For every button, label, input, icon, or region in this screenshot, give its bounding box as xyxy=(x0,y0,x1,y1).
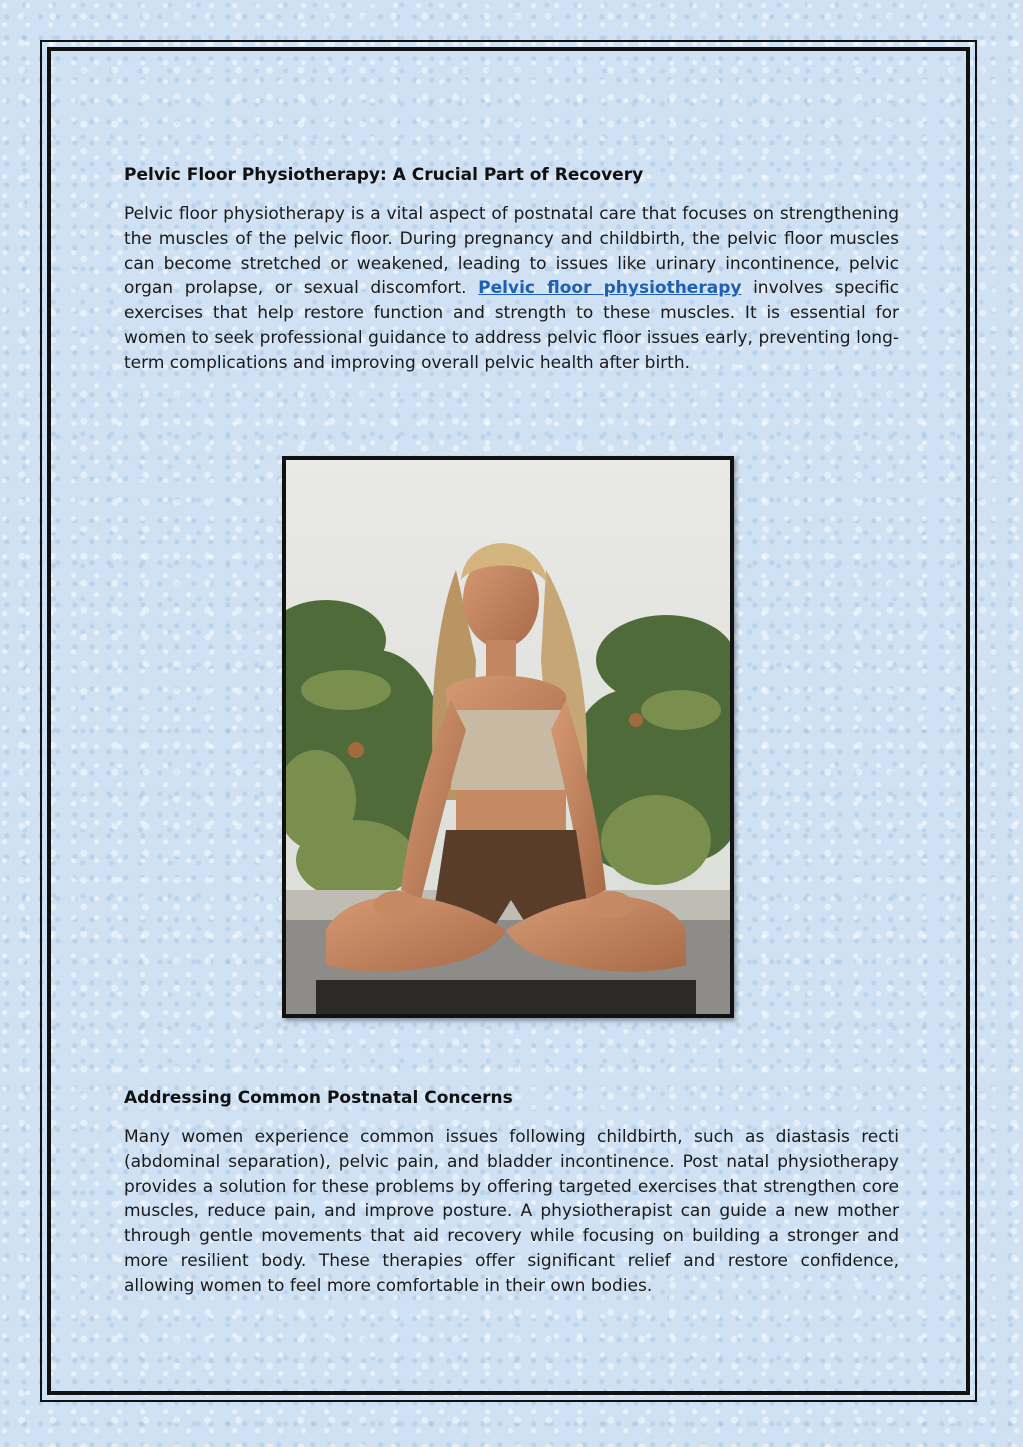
paragraph-text: Pelvic floor physiotherapy is a vital aspect of postnatal care that focuses on strengthening the muscles of the pelvic floor. During pregnancy and childbirth, the pelvic floor muscles can become stretched or weakened, leading to issues like urinary incontinence, pelvic organ prolapse, or sexual discomfort. xyxy=(124,204,899,299)
yoga-woman-photo xyxy=(282,456,734,1018)
pelvic-floor-link[interactable]: Pelvic floor physiotherapy xyxy=(478,278,742,299)
section-postnatal-concerns xyxy=(124,1087,899,1299)
paragraph-text: involves specific exercises that help restore function and strength to these muscles. It is essential for women to seek professional guidance to address pelvic floor issues early, preventing long-term complications and improving overall pelvic health after birth. xyxy=(124,278,899,373)
section-paragraph: Many women experience common issues following childbirth, such as diastasis recti (abdominal separation), pelvic pain, and bladder incontinence. Post natal physiotherapy provides a solution for these problems by offering targeted exercises that strengthen core muscles, reduce pain, and improve posture. A physiotherapist can guide a new mother through gentle movements that aid recovery while focusing on building a stronger and more resilient body. These therapies offer significant relief and restore confidence, allowing women to feel more comfortable in their own bodies. xyxy=(124,1127,899,1296)
section-paragraph xyxy=(124,202,899,376)
photo-illustration xyxy=(286,460,730,1014)
section-pelvic-floor xyxy=(124,164,899,376)
section-heading: Pelvic Floor Physiotherapy: A Crucial Part of Recovery xyxy=(124,165,644,185)
section-heading: Addressing Common Postnatal Concerns xyxy=(124,1088,513,1108)
